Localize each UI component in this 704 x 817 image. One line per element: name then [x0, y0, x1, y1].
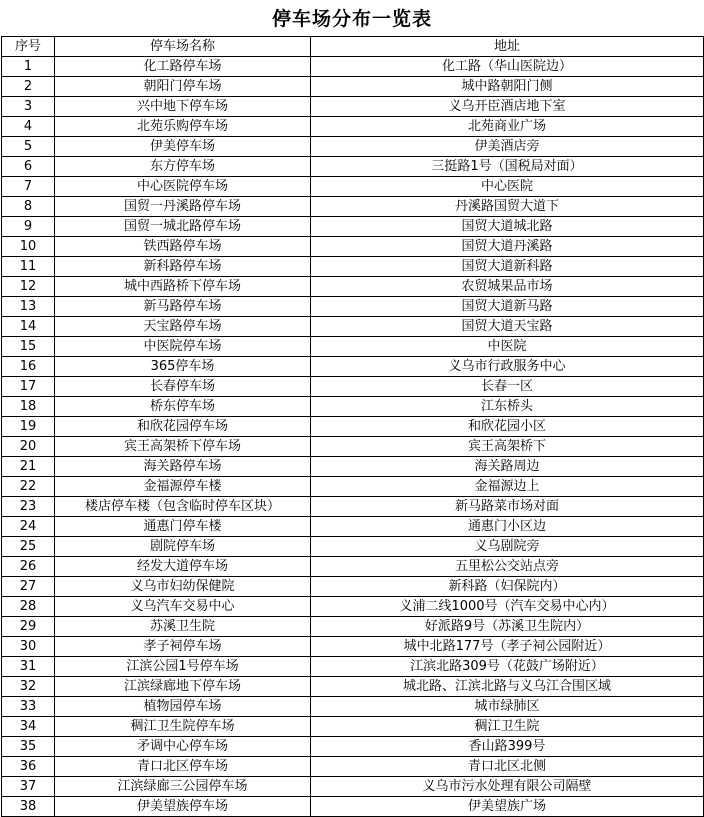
cell-name: 东方停车场: [55, 157, 311, 177]
cell-address: 稠江卫生院: [311, 717, 704, 737]
cell-address: 中医院: [311, 337, 704, 357]
cell-name: 经发大道停车场: [55, 557, 311, 577]
cell-address: 宾王高架桥下: [311, 437, 704, 457]
cell-address: 义乌剧院旁: [311, 537, 704, 557]
cell-index: 24: [2, 517, 55, 537]
cell-address: 好派路9号（苏溪卫生院内）: [311, 617, 704, 637]
cell-address: 义乌市行政服务中心: [311, 357, 704, 377]
cell-address: 城中北路177号（孝子祠公园附近）: [311, 637, 704, 657]
cell-index: 18: [2, 397, 55, 417]
table-row: [2, 357, 704, 377]
table-row: [2, 797, 704, 817]
cell-name: 国贸一丹溪路停车场: [55, 197, 311, 217]
header-index: 序号: [2, 37, 55, 57]
cell-name: 矛调中心停车场: [55, 737, 311, 757]
table-body: [2, 57, 704, 817]
table-row: [2, 117, 704, 137]
cell-name: 孝子祠停车场: [55, 637, 311, 657]
cell-address: 三挺路1号（国税局对面）: [311, 157, 704, 177]
table-row: [2, 177, 704, 197]
cell-address: 城市绿肺区: [311, 697, 704, 717]
cell-address: 国贸大道丹溪路: [311, 237, 704, 257]
table-title: 停车场分布一览表: [271, 8, 432, 30]
cell-address: 中心医院: [311, 177, 704, 197]
parking-table: [1, 36, 704, 817]
cell-name: 化工路停车场: [55, 57, 311, 77]
cell-name: 稠江卫生院停车场: [55, 717, 311, 737]
table-row: [2, 497, 704, 517]
cell-index: 27: [2, 577, 55, 597]
cell-address: 海关路周边: [311, 457, 704, 477]
cell-address: 伊美酒店旁: [311, 137, 704, 157]
table-row: [2, 277, 704, 297]
cell-address: 通惠门小区边: [311, 517, 704, 537]
table-row: [2, 757, 704, 777]
cell-index: 30: [2, 637, 55, 657]
cell-name: 金福源停车楼: [55, 477, 311, 497]
cell-address: 五里松公交站点旁: [311, 557, 704, 577]
table-row: [2, 157, 704, 177]
cell-index: 17: [2, 377, 55, 397]
cell-index: 35: [2, 737, 55, 757]
cell-index: 31: [2, 657, 55, 677]
table-row: [2, 617, 704, 637]
table-row: [2, 717, 704, 737]
cell-index: 14: [2, 317, 55, 337]
cell-address: 金福源边上: [311, 477, 704, 497]
table-row: [2, 537, 704, 557]
cell-name: 江滨绿廊地下停车场: [55, 677, 311, 697]
header-address: 地址: [311, 37, 704, 57]
cell-name: 国贸一城北路停车场: [55, 217, 311, 237]
header-name: 停车场名称: [55, 37, 311, 57]
cell-address: 国贸大道天宝路: [311, 317, 704, 337]
cell-address: 义乌开臣酒店地下室: [311, 97, 704, 117]
cell-index: 37: [2, 777, 55, 797]
cell-name: 宾王高架桥下停车场: [55, 437, 311, 457]
cell-address: 北苑商业广场: [311, 117, 704, 137]
table-row: [2, 317, 704, 337]
cell-index: 21: [2, 457, 55, 477]
cell-index: 3: [2, 97, 55, 117]
cell-address: 国贸大道新科路: [311, 257, 704, 277]
table-row: [2, 737, 704, 757]
cell-address: 长春一区: [311, 377, 704, 397]
cell-index: 32: [2, 677, 55, 697]
cell-address: 新科路（妇保院内）: [311, 577, 704, 597]
cell-name: 天宝路停车场: [55, 317, 311, 337]
cell-address: 和欣花园小区: [311, 417, 704, 437]
cell-name: 长春停车场: [55, 377, 311, 397]
table-row: [2, 377, 704, 397]
cell-index: 7: [2, 177, 55, 197]
cell-name: 朝阳门停车场: [55, 77, 311, 97]
cell-index: 4: [2, 117, 55, 137]
table-row: [2, 677, 704, 697]
cell-index: 6: [2, 157, 55, 177]
table-row: [2, 237, 704, 257]
cell-index: 10: [2, 237, 55, 257]
cell-index: 33: [2, 697, 55, 717]
cell-name: 和欣花园停车场: [55, 417, 311, 437]
cell-name: 城中西路桥下停车场: [55, 277, 311, 297]
cell-name: 通惠门停车楼: [55, 517, 311, 537]
table-row: [2, 97, 704, 117]
cell-name: 剧院停车场: [55, 537, 311, 557]
cell-name: 海关路停车场: [55, 457, 311, 477]
cell-name: 新马路停车场: [55, 297, 311, 317]
cell-name: 江滨公园1号停车场: [55, 657, 311, 677]
cell-name: 青口北区停车场: [55, 757, 311, 777]
cell-index: 29: [2, 617, 55, 637]
cell-address: 新马路菜市场对面: [311, 497, 704, 517]
cell-index: 25: [2, 537, 55, 557]
cell-index: 38: [2, 797, 55, 817]
cell-name: 伊美停车场: [55, 137, 311, 157]
cell-name: 苏溪卫生院: [55, 617, 311, 637]
cell-index: 9: [2, 217, 55, 237]
cell-address: 国贸大道新马路: [311, 297, 704, 317]
cell-index: 12: [2, 277, 55, 297]
cell-name: 北苑乐购停车场: [55, 117, 311, 137]
cell-index: 23: [2, 497, 55, 517]
cell-address: 城北路、江滨北路与义乌江合围区域: [311, 677, 704, 697]
cell-name: 义乌汽车交易中心: [55, 597, 311, 617]
cell-address: 化工路（华山医院边）: [311, 57, 704, 77]
cell-index: 34: [2, 717, 55, 737]
table-row: [2, 637, 704, 657]
cell-index: 11: [2, 257, 55, 277]
cell-name: 义乌市妇幼保健院: [55, 577, 311, 597]
cell-index: 13: [2, 297, 55, 317]
table-row: [2, 417, 704, 437]
header-row: [2, 37, 704, 57]
cell-name: 楼店停车楼（包含临时停车区块）: [55, 497, 311, 517]
cell-index: 15: [2, 337, 55, 357]
table-row: [2, 437, 704, 457]
cell-index: 26: [2, 557, 55, 577]
cell-name: 江滨绿廊三公园停车场: [55, 777, 311, 797]
table-row: [2, 57, 704, 77]
cell-index: 5: [2, 137, 55, 157]
table-row: [2, 477, 704, 497]
cell-address: 青口北区北侧: [311, 757, 704, 777]
table-row: [2, 297, 704, 317]
table-row: [2, 777, 704, 797]
cell-index: 1: [2, 57, 55, 77]
cell-name: 新科路停车场: [55, 257, 311, 277]
cell-address: 国贸大道城北路: [311, 217, 704, 237]
cell-index: 20: [2, 437, 55, 457]
table-row: [2, 517, 704, 537]
table-row: [2, 557, 704, 577]
table-row: [2, 597, 704, 617]
cell-address: 香山路399号: [311, 737, 704, 757]
cell-index: 8: [2, 197, 55, 217]
table-row: [2, 397, 704, 417]
cell-index: 19: [2, 417, 55, 437]
table-row: [2, 657, 704, 677]
cell-name: 桥东停车场: [55, 397, 311, 417]
table-row: [2, 457, 704, 477]
table-row: [2, 137, 704, 157]
table-row: [2, 337, 704, 357]
cell-address: 城中路朝阳门侧: [311, 77, 704, 97]
cell-address: 江滨北路309号（花鼓广场附近）: [311, 657, 704, 677]
cell-address: 义乌市污水处理有限公司隔壁: [311, 777, 704, 797]
cell-address: 伊美望族广场: [311, 797, 704, 817]
cell-address: 义浦二线1000号（汽车交易中心内）: [311, 597, 704, 617]
cell-name: 植物园停车场: [55, 697, 311, 717]
table-row: [2, 257, 704, 277]
cell-name: 铁西路停车场: [55, 237, 311, 257]
cell-address: 农贸城果品市场: [311, 277, 704, 297]
cell-name: 中心医院停车场: [55, 177, 311, 197]
table-row: [2, 577, 704, 597]
cell-index: 16: [2, 357, 55, 377]
table-row: [2, 697, 704, 717]
cell-index: 36: [2, 757, 55, 777]
table-row: [2, 217, 704, 237]
table-row: [2, 197, 704, 217]
cell-index: 28: [2, 597, 55, 617]
cell-index: 2: [2, 77, 55, 97]
cell-index: 22: [2, 477, 55, 497]
cell-name: 兴中地下停车场: [55, 97, 311, 117]
cell-address: 江东桥头: [311, 397, 704, 417]
cell-name: 365停车场: [55, 357, 311, 377]
cell-name: 中医院停车场: [55, 337, 311, 357]
table-row: [2, 77, 704, 97]
cell-address: 丹溪路国贸大道下: [311, 197, 704, 217]
cell-name: 伊美望族停车场: [55, 797, 311, 817]
